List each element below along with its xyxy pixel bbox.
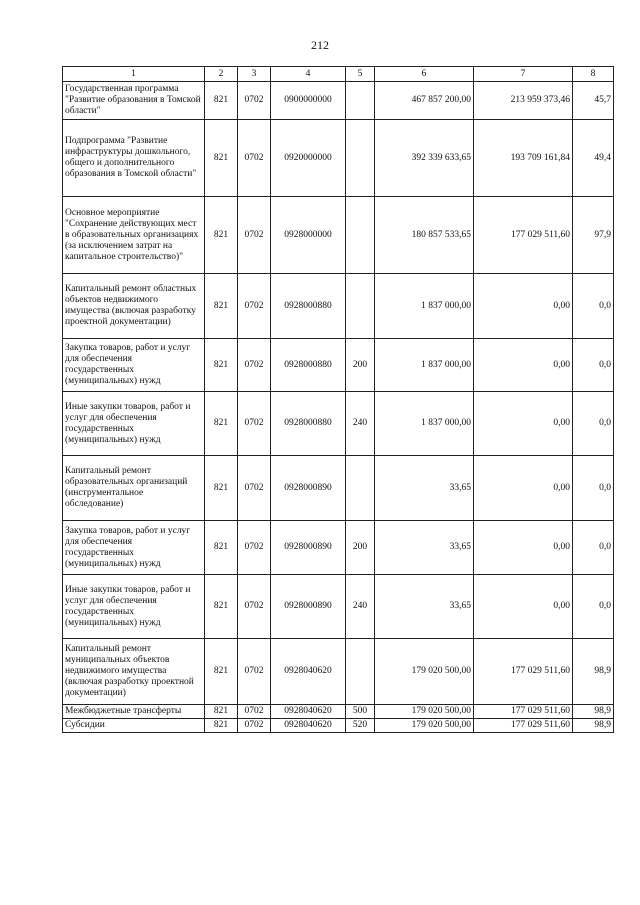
column-header-2: 2 (205, 67, 238, 82)
cell-code-5 (346, 197, 375, 274)
row-name: Иные закупки товаров, работ и услуг для обеспечения государственных (муниципальных) нужд (63, 392, 205, 456)
cell-code-4: 0928000890 (271, 456, 346, 521)
cell-percent: 0,0 (573, 274, 614, 339)
cell-code-4: 0928000880 (271, 339, 346, 392)
cell-planned: 179 020 500,00 (375, 639, 474, 705)
cell-code-4: 0928040620 (271, 705, 346, 719)
cell-code-4: 0928040620 (271, 719, 346, 733)
cell-code-3: 0702 (238, 456, 271, 521)
row-name: Субсидии (63, 719, 205, 733)
cell-code-3: 0702 (238, 274, 271, 339)
row-name: Основное мероприятие "Сохранение действующих мест в образовательных организациях (за исключением затрат на капитальное строительство)" (63, 197, 205, 274)
cell-code-5 (346, 120, 375, 197)
cell-code-3: 0702 (238, 392, 271, 456)
column-header-5: 5 (346, 67, 375, 82)
cell-planned: 392 339 633,65 (375, 120, 474, 197)
cell-code-4: 0928000000 (271, 197, 346, 274)
cell-percent: 0,0 (573, 521, 614, 575)
cell-code-2: 821 (205, 339, 238, 392)
cell-planned: 33,65 (375, 456, 474, 521)
cell-code-2: 821 (205, 575, 238, 639)
table-body (63, 82, 614, 733)
row-name: Подпрограмма "Развитие инфраструктуры дошкольного, общего и дополнительного образования в Томской области" (63, 120, 205, 197)
cell-code-4: 0928040620 (271, 639, 346, 705)
cell-code-5: 240 (346, 575, 375, 639)
cell-planned: 33,65 (375, 575, 474, 639)
cell-code-5: 500 (346, 705, 375, 719)
cell-code-3: 0702 (238, 82, 271, 120)
table-row (63, 575, 614, 639)
cell-planned: 179 020 500,00 (375, 705, 474, 719)
cell-percent: 0,0 (573, 575, 614, 639)
cell-code-3: 0702 (238, 719, 271, 733)
cell-code-2: 821 (205, 120, 238, 197)
cell-code-4: 0928000890 (271, 575, 346, 639)
header-row (63, 67, 614, 82)
cell-code-2: 821 (205, 82, 238, 120)
cell-code-4: 0920000000 (271, 120, 346, 197)
table-row (63, 392, 614, 456)
table-row (63, 197, 614, 274)
budget-table (62, 66, 614, 733)
cell-executed: 177 029 511,60 (474, 719, 573, 733)
cell-code-3: 0702 (238, 705, 271, 719)
cell-percent: 97,9 (573, 197, 614, 274)
cell-executed: 177 029 511,60 (474, 639, 573, 705)
cell-code-5 (346, 639, 375, 705)
cell-code-2: 821 (205, 719, 238, 733)
cell-code-5 (346, 456, 375, 521)
cell-percent: 45,7 (573, 82, 614, 120)
cell-code-2: 821 (205, 639, 238, 705)
cell-code-3: 0702 (238, 521, 271, 575)
cell-code-4: 0900000000 (271, 82, 346, 120)
cell-code-5: 200 (346, 339, 375, 392)
cell-code-2: 821 (205, 197, 238, 274)
row-name: Государственная программа "Развитие образования в Томской области" (63, 82, 205, 120)
cell-planned: 33,65 (375, 521, 474, 575)
cell-executed: 0,00 (474, 521, 573, 575)
table-row (63, 274, 614, 339)
cell-code-2: 821 (205, 456, 238, 521)
cell-executed: 0,00 (474, 456, 573, 521)
cell-code-3: 0702 (238, 120, 271, 197)
cell-code-5: 520 (346, 719, 375, 733)
column-header-4: 4 (271, 67, 346, 82)
row-name: Капитальный ремонт муниципальных объектов недвижимого имущества (включая разработку проектной документации) (63, 639, 205, 705)
table-row (63, 339, 614, 392)
cell-executed: 0,00 (474, 575, 573, 639)
row-name: Закупка товаров, работ и услуг для обеспечения государственных (муниципальных) нужд (63, 521, 205, 575)
cell-code-4: 0928000880 (271, 392, 346, 456)
cell-code-3: 0702 (238, 575, 271, 639)
table-row (63, 719, 614, 733)
cell-code-2: 821 (205, 392, 238, 456)
column-header-6: 6 (375, 67, 474, 82)
column-header-7: 7 (474, 67, 573, 82)
table-header (63, 67, 614, 82)
table-row (63, 521, 614, 575)
cell-percent: 0,0 (573, 456, 614, 521)
cell-code-2: 821 (205, 274, 238, 339)
column-header-1: 1 (63, 67, 205, 82)
cell-executed: 177 029 511,60 (474, 705, 573, 719)
cell-code-5: 240 (346, 392, 375, 456)
cell-executed: 0,00 (474, 392, 573, 456)
cell-percent: 98,9 (573, 639, 614, 705)
row-name: Иные закупки товаров, работ и услуг для обеспечения государственных (муниципальных) нужд (63, 575, 205, 639)
cell-percent: 0,0 (573, 339, 614, 392)
cell-planned: 180 857 533,65 (375, 197, 474, 274)
cell-code-5 (346, 274, 375, 339)
cell-code-2: 821 (205, 705, 238, 719)
table-row (63, 705, 614, 719)
table-row (63, 456, 614, 521)
cell-planned: 1 837 000,00 (375, 339, 474, 392)
page-number: 212 (311, 38, 329, 52)
cell-executed: 213 959 373,46 (474, 82, 573, 120)
row-name: Капитальный ремонт образовательных организаций (инструментальное обследование) (63, 456, 205, 521)
cell-code-5 (346, 82, 375, 120)
cell-code-5: 200 (346, 521, 375, 575)
cell-planned: 1 837 000,00 (375, 274, 474, 339)
cell-percent: 0,0 (573, 392, 614, 456)
cell-code-4: 0928000890 (271, 521, 346, 575)
cell-code-3: 0702 (238, 197, 271, 274)
cell-executed: 193 709 161,84 (474, 120, 573, 197)
cell-code-3: 0702 (238, 639, 271, 705)
cell-code-3: 0702 (238, 339, 271, 392)
row-name: Капитальный ремонт областных объектов недвижимого имущества (включая разработку проектной документации) (63, 274, 205, 339)
table-row (63, 120, 614, 197)
cell-code-2: 821 (205, 521, 238, 575)
cell-percent: 98,9 (573, 719, 614, 733)
cell-executed: 177 029 511,60 (474, 197, 573, 274)
column-header-3: 3 (238, 67, 271, 82)
cell-planned: 467 857 200,00 (375, 82, 474, 120)
cell-code-4: 0928000880 (271, 274, 346, 339)
row-name: Межбюджетные трансферты (63, 705, 205, 719)
table-row (63, 639, 614, 705)
table-row (63, 82, 614, 120)
cell-planned: 1 837 000,00 (375, 392, 474, 456)
cell-planned: 179 020 500,00 (375, 719, 474, 733)
cell-executed: 0,00 (474, 274, 573, 339)
cell-executed: 0,00 (474, 339, 573, 392)
row-name: Закупка товаров, работ и услуг для обеспечения государственных (муниципальных) нужд (63, 339, 205, 392)
cell-percent: 49,4 (573, 120, 614, 197)
column-header-8: 8 (573, 67, 614, 82)
cell-percent: 98,9 (573, 705, 614, 719)
